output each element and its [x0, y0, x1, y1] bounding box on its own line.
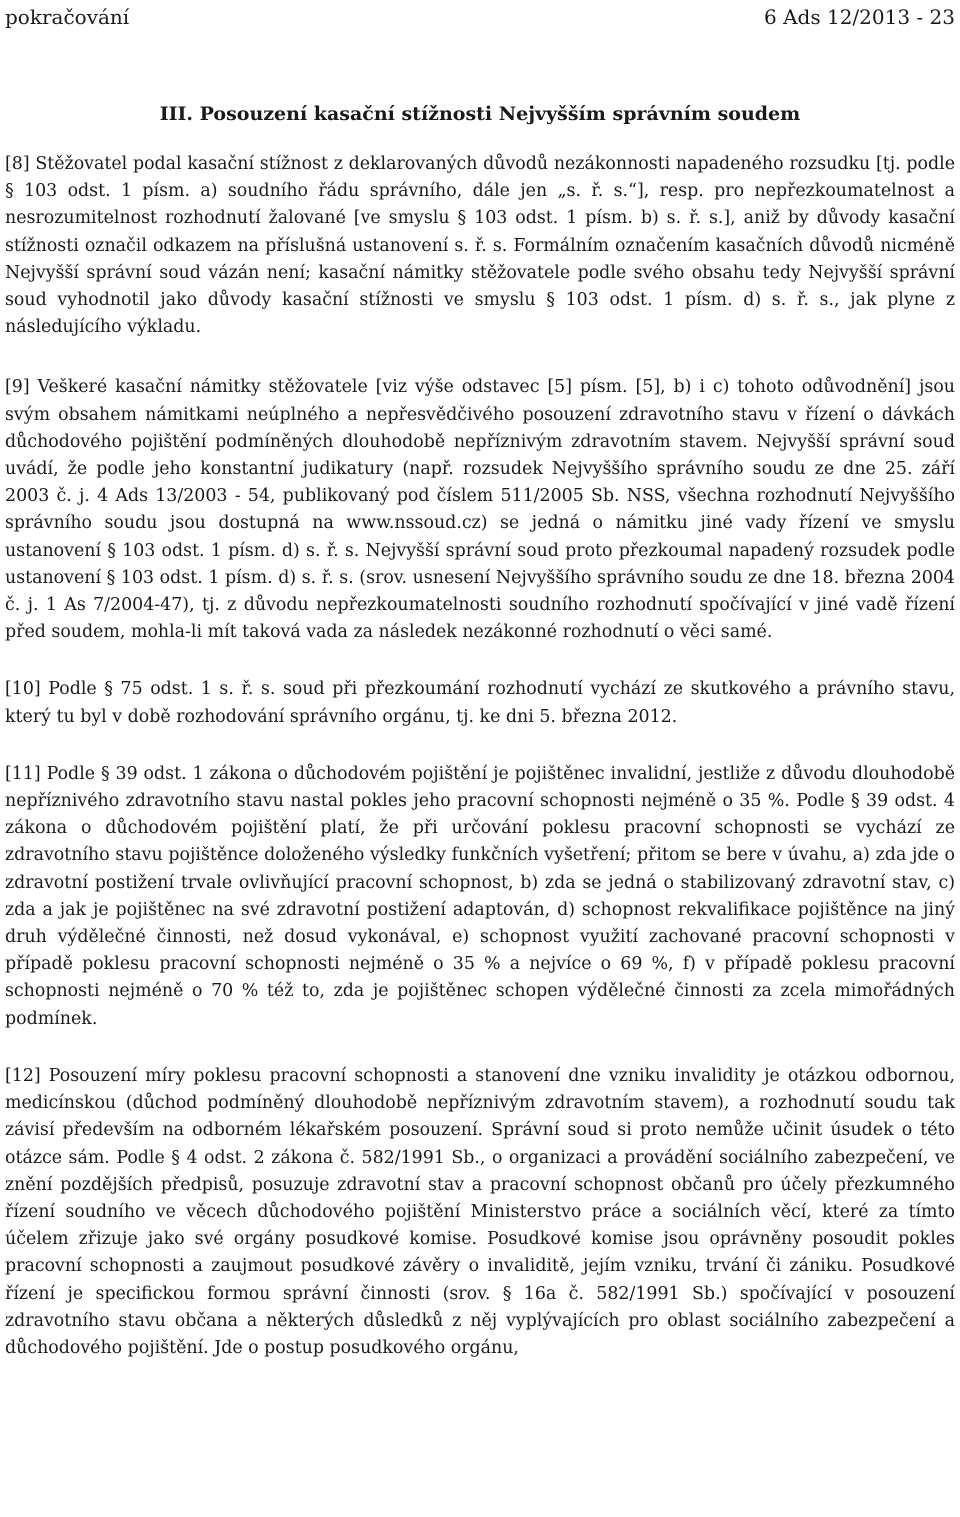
paragraph-9: [9] Veškeré kasační námitky stěžovatele [viz výše odstavec [5] písm. [5], b) i c) tohoto odůvodnění] jsou svým obsahem námitkami neúplného a nepřesvědčivého posouzení zdravotního stavu v řízení o dávkách důchodového pojištění podmíněných dlouhodobě nepříznivým zdravotním stavem. Nejvyšší správní soud uvádí, že podle jeho konstantní judikatury (např. rozsudek Nejvyššího správního soudu ze dne 25. září 2003 č. j. 4 Ads 13/2003 - 54, publikovaný pod číslem 511/2005 Sb. NSS, všechna rozhodnutí Nejvyššího správního soudu jsou dostupná na www.nssoud.cz) se jedná o námitku jiné vady řízení ve smyslu ustanovení § 103 odst. 1 písm. d) s. ř. s. Nejvyšší správní soud proto přezkoumal napadený rozsudek podle ustanovení § 103 odst. 1 písm. d) s. ř. s. (srov. usnesení Nejvyššího správního soudu ze dne 18. března 2004 č. j. 1 As 7/2004-47), tj. z důvodu nepřezkoumatelnosti soudního rozhodnutí spočívající v jiné vadě řízení před soudem, mohla-li mít taková vada za následek nezákonné rozhodnutí o věci samé.	[5, 377, 955, 643]
paragraph-8: [8] Stěžovatel podal kasační stížnost z deklarovaných důvodů nezákonnosti napadeného rozsudku [tj. podle § 103 odst. 1 písm. a) soudního řádu správního, dále jen „s. ř. s.“], resp. pro nepřezkoumatelnost a nesrozumitelnost rozhodnutí žalované [ve smyslu § 103 odst. 1 písm. b) s. ř. s.], aniž by důvody kasační stížnosti označil odkazem na příslušná ustanovení s. ř. s. Formálním označením kasačních důvodů nicméně Nejvyšší správní soud vázán není; kasační námitky stěžovatele podle svého obsahu tedy Nejvyšší správní soud vyhodnotil jako důvody kasační stížnosti ve smyslu § 103 odst. 1 písm. d) s. ř. s., jak plyne z následujícího výkladu.	[5, 154, 955, 338]
page-header	[5, 2, 955, 32]
paragraph-12: [12] Posouzení míry poklesu pracovní schopnosti a stanovení dne vzniku invalidity je otázkou odbornou, medicínskou (důchod podmíněný dlouhodobě nepříznivým zdravotním stavem), a rozhodnutí soudu tak závisí především na odborném lékařském posouzení. Správní soud si proto nemůže učinit úsudek o této otázce sám. Podle § 4 odst. 2 zákona č. 582/1991 Sb., o organizaci a provádění sociálního zabezpečení, ve znění pozdějších předpisů, posuzuje zdravotní stav a pracovní schopnost občanů pro účely přezkumného řízení soudního ve věcech důchodového pojištění Ministerstvo práce a sociálních věcí, které za tímto účelem zřizuje jako své orgány posudkové komise. Posudkové komise jsou oprávněny posoudit pokles pracovní schopnosti a zaujmout posudkové závěry o invaliditě, jejím vzniku, trvání či zániku. Posudkové řízení je specifickou formou správní činnosti (srov. § 16a č. 582/1991 Sb.) spočívající v posouzení zdravotního stavu občana a některých důsledků z něj vyplývajících pro oblast sociálního zabezpečení a důchodového pojištění. Jde o postup posudkového orgánu,	[5, 1065, 955, 1358]
paragraph-10: [10] Podle § 75 odst. 1 s. ř. s. soud při přezkoumání rozhodnutí vychází ze skutkového a právního stavu, který tu byl v době rozhodování správního orgánu, tj. ke dni 5. března 2012.	[5, 679, 955, 727]
header-continuation: pokračování	[5, 5, 130, 29]
section-heading: III. Posouzení kasační stížnosti Nejvyšším správním soudem	[159, 103, 801, 125]
document-body	[5, 151, 955, 1392]
paragraph-11: [11] Podle § 39 odst. 1 zákona o důchodovém pojištění je pojištěnec invalidní, jestliže z důvodu dlouhodobě nepříznivého zdravotního stavu nastal pokles jeho pracovní schopnosti nejméně o 35 %. Podle § 39 odst. 4 zákona o důchodovém pojištění platí, že při určování poklesu pracovní schopnosti se vychází ze zdravotního stavu pojištěnce doloženého výsledky funkčních vyšetření; přitom se bere v úvahu, a) zda jde o zdravotní postižení trvale ovlivňující pracovní schopnost, b) zda se jedná o stabilizovaný zdravotní stav, c) zda a jak je pojištěnec na své zdravotní postižení adaptován, d) schopnost rekvalifikace pojištěnce na jiný druh výdělečné činnosti, než dosud vykonával, e) schopnost využití zachované pracovní schopnosti v případě poklesu pracovní schopnosti nejméně o 35 % a nejvíce o 69 %, f) v případě poklesu pracovní schopnosti nejméně o 70 % též to, zda je pojištěnec schopen výdělečné činnosti za zcela mimořádných podmínek.	[5, 763, 955, 1029]
header-case-number: 6 Ads 12/2013 - 23	[764, 5, 955, 29]
